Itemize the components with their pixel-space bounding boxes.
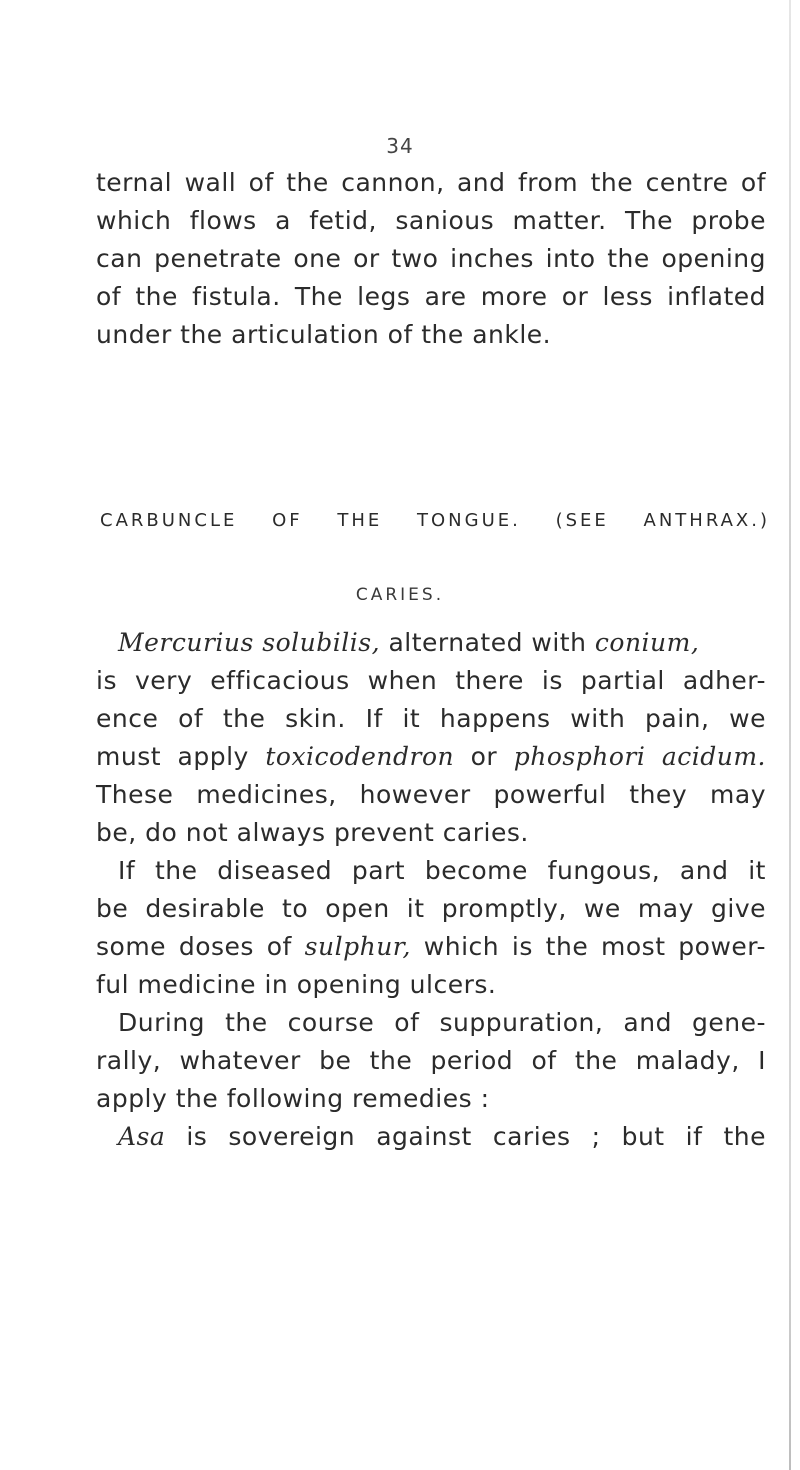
heading-caries: CARIES. [355,585,445,605]
text-line: be, do not always prevent caries. [96,818,529,847]
text-span: which is the most power- [410,932,766,961]
text-line: ful medicine in opening ulcers. [96,970,497,999]
text-line: ternal wall of the cannon, and from the centre of [96,168,766,197]
text-span: is sovereign against caries ; but if the [165,1122,766,1151]
heading-carbuncle: CARBUNCLE OF THE TONGUE. (SEE ANTHRAX.) [100,510,770,531]
text-line: under the articulation of the ankle. [96,320,552,349]
remedy-name: sulphur, [304,932,411,961]
remedy-name: phosphori acidum. [513,742,766,771]
text-span: must apply [96,742,266,771]
page-number: 34 [386,134,414,158]
text-line: of the fistula. The legs are more or less inflated [96,282,766,311]
text-line: If the diseased part become fungous, and it [118,856,766,885]
remedy-name: Mercurius solubilis, [118,628,381,657]
text-line: ence of the skin. If it happens with pain, we [96,704,766,733]
text-line: rally, whatever be the period of the malady, I [96,1046,766,1075]
text-line: which flows a fetid, sanious matter. The probe [96,206,766,235]
text-line: can penetrate one or two inches into the opening [96,244,766,273]
text-line [118,628,699,658]
remedy-name: toxicodendron [265,742,455,771]
text-line [96,932,766,962]
remedy-name: Asa [118,1122,166,1151]
text-span: some doses of [96,932,305,961]
text-line [118,1122,766,1152]
text-line: These medicines, however powerful they may [96,780,766,809]
page-edge-line [789,0,791,1470]
text-line: apply the following remedies : [96,1084,490,1113]
text-span: alternated with [380,628,595,657]
text-line: During the course of suppuration, and gene- [118,1008,766,1037]
text-line: is very efficacious when there is partial adher- [96,666,766,695]
text-line [96,742,766,772]
remedy-name: conium, [594,628,700,657]
text-span: or [454,742,514,771]
text-line: be desirable to open it promptly, we may give [96,894,766,923]
